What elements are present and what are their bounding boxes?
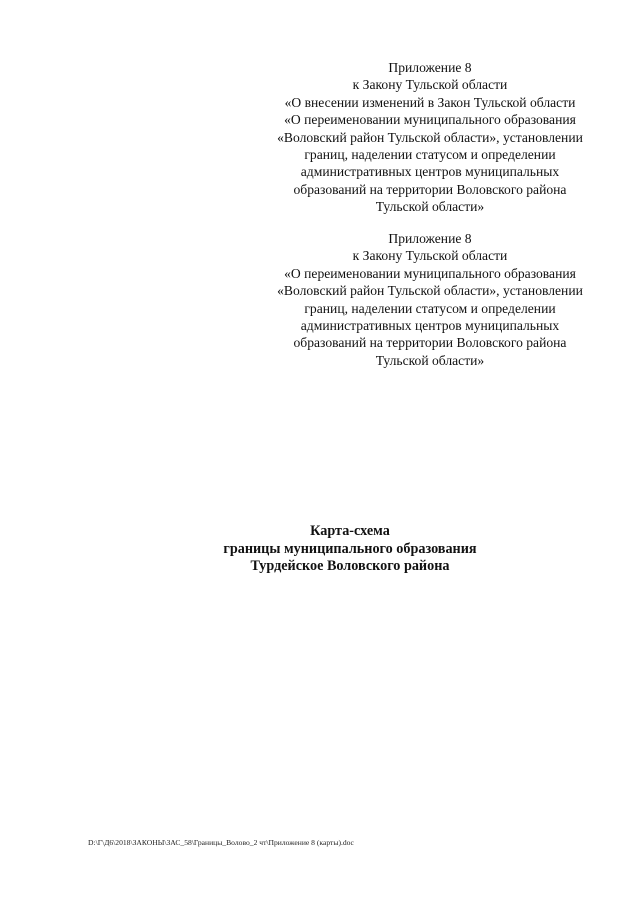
appendix-number: Приложение 8	[388, 60, 472, 75]
law-title-line: административных центров муниципальных	[300, 164, 560, 180]
appendix-header-original	[250, 230, 610, 369]
law-title-line: «Воловский район Тульской области», установлении	[277, 283, 583, 299]
law-title-line: Тульской области»	[375, 352, 485, 368]
appendix-number: Приложение 8	[388, 231, 472, 246]
law-title-line: границ, наделении статусом и определении	[304, 147, 556, 163]
map-title-subheading: границы муниципального образования	[223, 540, 477, 557]
map-scheme-title	[200, 523, 500, 576]
law-title-line: «Воловский район Тульской области», установлении	[277, 129, 583, 145]
appendix-header-amended	[250, 59, 610, 216]
law-reference: к Закону Тульской области	[352, 77, 508, 93]
law-title-line: Тульской области»	[375, 199, 485, 215]
law-title-line: «О внесении изменений в Закон Тульской области	[284, 94, 576, 110]
map-title-subheading: Турдейское Воловского района	[250, 558, 450, 575]
law-title-line: границ, наделении статусом и определении	[304, 300, 556, 316]
map-title-heading: Карта-схема	[310, 523, 390, 539]
law-title-line: образований на территории Воловского района	[293, 181, 567, 197]
law-title-line: административных центров муниципальных	[300, 318, 560, 334]
law-title-line: «О переименовании муниципального образования	[284, 112, 576, 128]
law-reference: к Закону Тульской области	[352, 248, 508, 264]
law-title-line: образований на территории Воловского района	[293, 335, 567, 351]
file-path-footer: D:\Г\Д6\2018\ЗАКОНЫ\ЗАС_58\Границы_Волово_2 чт\Приложение 8 (карты).doc	[88, 838, 354, 847]
law-title-line: «О переименовании муниципального образования	[284, 265, 576, 281]
